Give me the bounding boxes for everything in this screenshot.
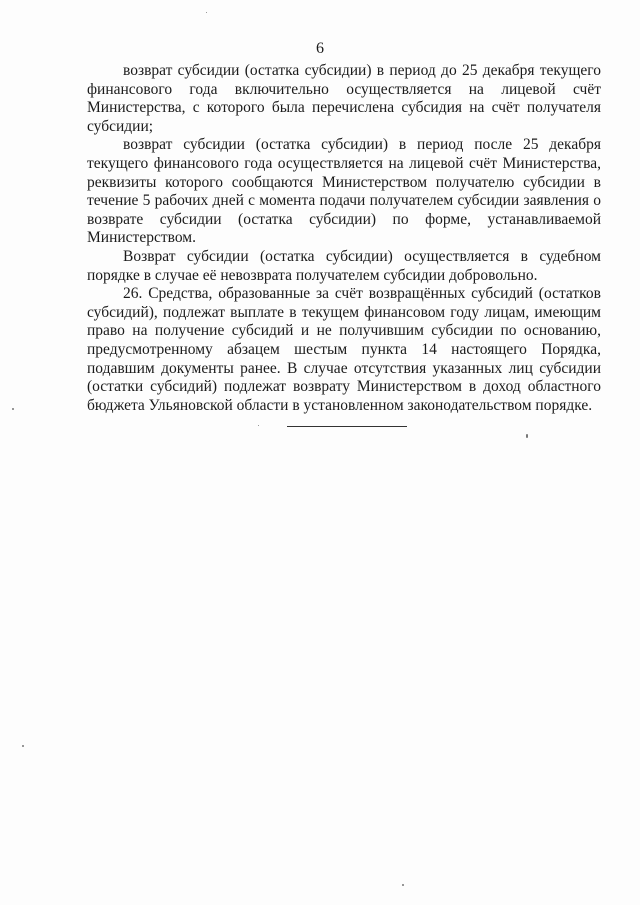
scan-speck (22, 745, 24, 747)
paragraph-item-26: 26. Средства, образованные за счёт возвращённых субсидий (остатков субсидий), подлежат выплате в текущем финансовом году лицам, имеющим право на получение субсидий и не получившим субсидии по основанию, предусмотренному абзацем шестым пункта 14 настоящего Порядка, подавшим документы ранее. В случае отсутствия указанных лиц субсидии (остатки субсидий) подлежат возврату Министерством в доход областного бюджета Ульяновской области в установленном законодательством порядке. (87, 285, 601, 414)
page-number: 6 (316, 40, 324, 57)
scan-speck (258, 425, 259, 426)
paragraph-judicial-return: Возврат субсидии (остатка субсидии) осуществляется в судебном порядке в случае её невозврата получателем субсидии добровольно. (87, 247, 601, 284)
end-divider-line (287, 426, 407, 427)
paragraph-return-before-dec25: возврат субсидии (остатка субсидии) в период до 25 декабря текущего финансового года включительно осуществляется на лицевой счёт Министерства, с которого была перечислена субсидия на счёт получателя субсидии; (87, 62, 601, 135)
scan-speck (402, 884, 404, 886)
scan-speck (206, 12, 207, 13)
paragraph-return-after-dec25: возврат субсидии (остатка субсидии) в период после 25 декабря текущего финансового года осуществляется на лицевой счёт Министерства, реквизиты которого сообщаются Министерством получателю субсидии в течение 5 рабочих дней с момента подачи получателем субсидии заявления о возврате субсидии (остатка субсидии) по форме, устанавливаемой Министерством. (87, 136, 601, 247)
scan-speck (526, 434, 528, 438)
document-body (87, 62, 601, 415)
scan-speck (12, 408, 14, 410)
